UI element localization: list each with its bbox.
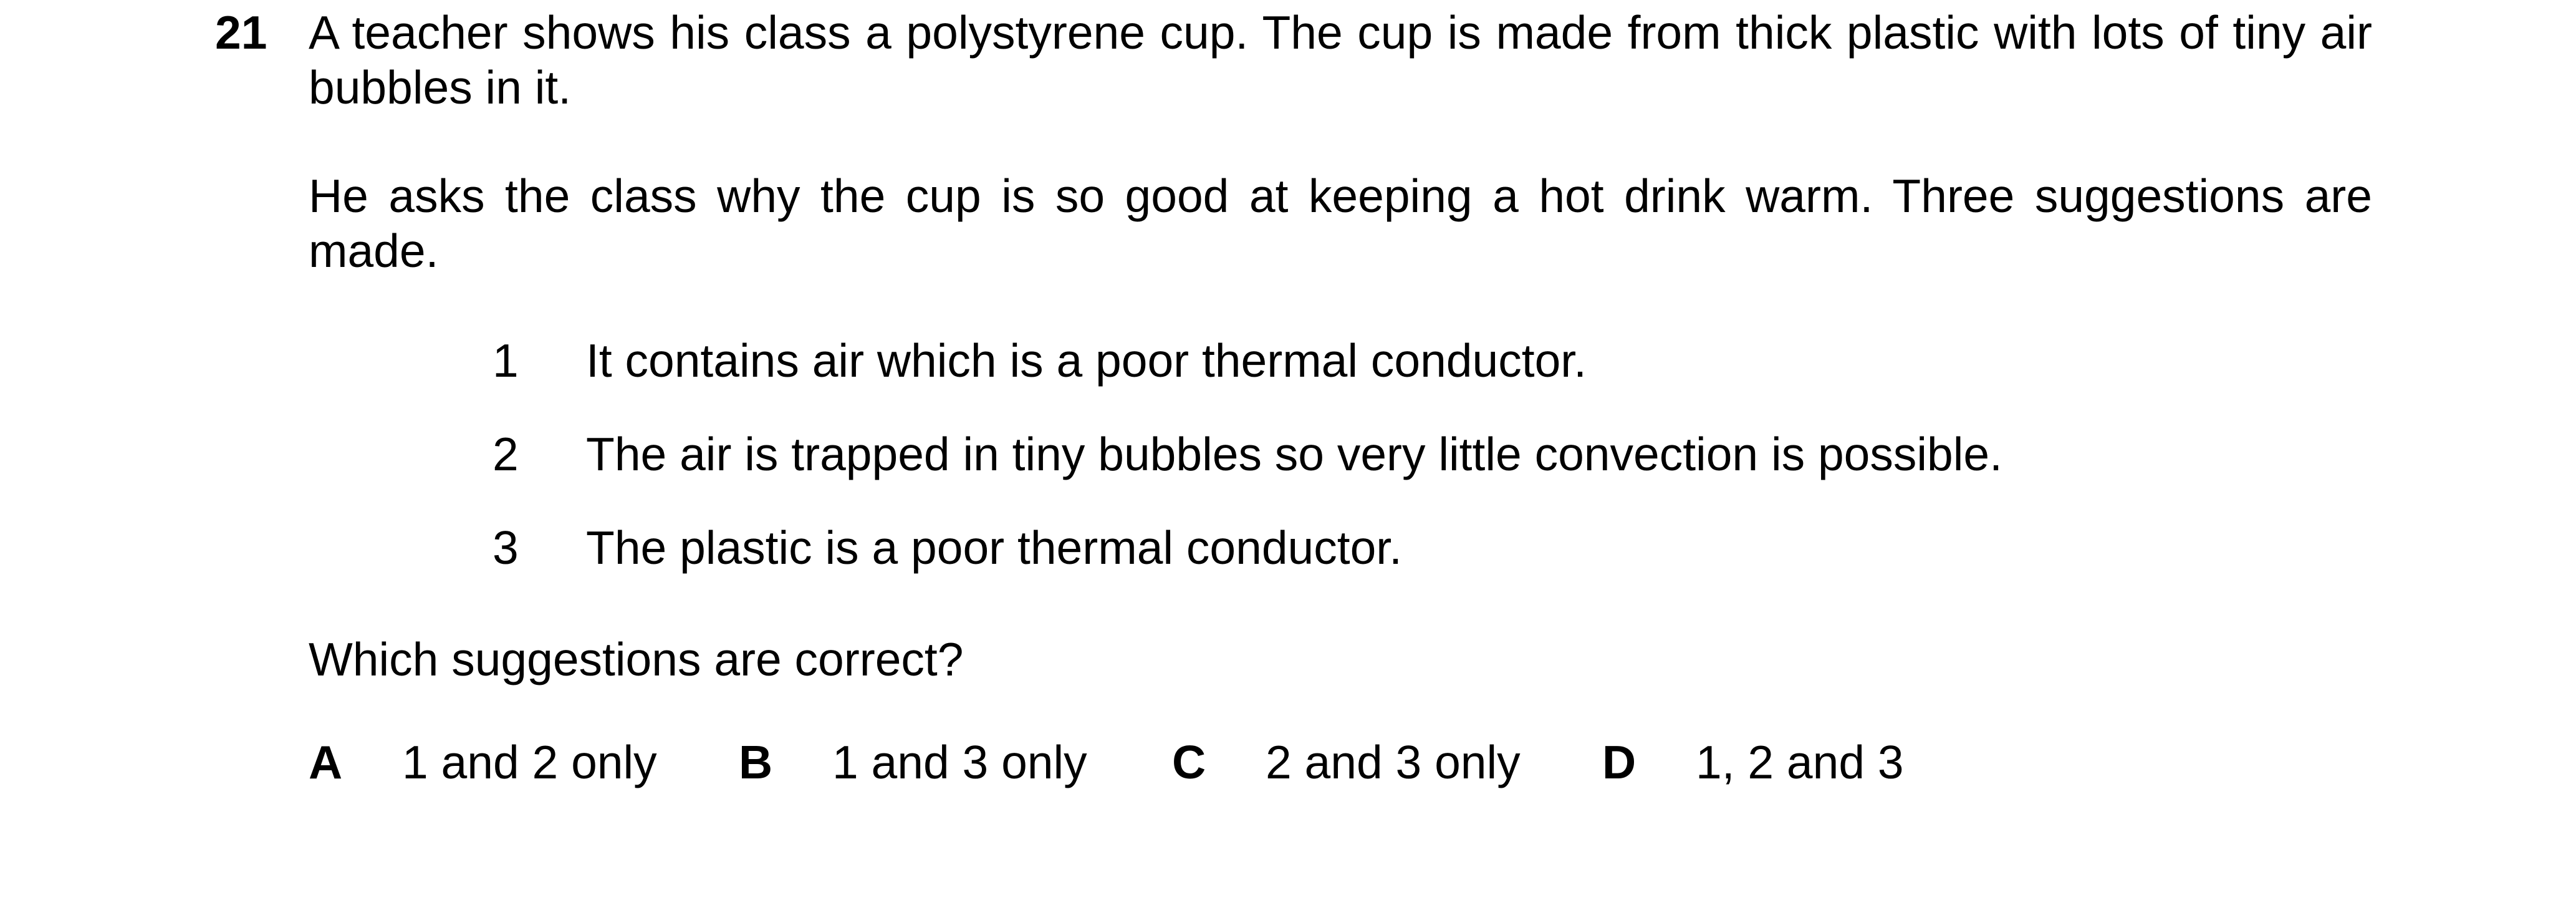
question-prompt: Which suggestions are correct? [309, 633, 964, 685]
option-d[interactable] [1602, 735, 1904, 790]
suggestion-1 [493, 333, 1587, 388]
suggestion-2 [493, 427, 2002, 482]
option-b[interactable] [739, 735, 1087, 790]
option-text: 1 and 3 only [832, 736, 1087, 788]
option-a[interactable] [309, 735, 657, 790]
option-c[interactable] [1172, 735, 1521, 790]
suggestion-number: 1 [493, 334, 519, 387]
option-letter: A [309, 736, 343, 788]
suggestion-3 [493, 520, 1402, 575]
option-letter: D [1602, 736, 1636, 788]
option-text: 1, 2 and 3 [1696, 736, 1904, 788]
question-intro-paragraph: A teacher shows his class a polystyrene cup. The cup is made from thick plastic with lots of tiny air bubbles in it. [309, 6, 2372, 114]
option-letter: B [739, 736, 773, 788]
option-text: 1 and 2 only [402, 736, 657, 788]
option-text: 2 and 3 only [1266, 736, 1521, 788]
option-letter: C [1172, 736, 1206, 788]
suggestion-text: It contains air which is a poor thermal conductor. [586, 334, 1587, 387]
question-number: 21 [215, 6, 267, 59]
question-context-paragraph: He asks the class why the cup is so good at keeping a hot drink warm. Three suggestions are made. [309, 170, 2372, 277]
suggestion-number: 3 [493, 521, 519, 574]
suggestion-text: The air is trapped in tiny bubbles so very little convection is possible. [586, 428, 2002, 480]
suggestion-number: 2 [493, 428, 519, 480]
suggestion-text: The plastic is a poor thermal conductor. [586, 521, 1402, 574]
